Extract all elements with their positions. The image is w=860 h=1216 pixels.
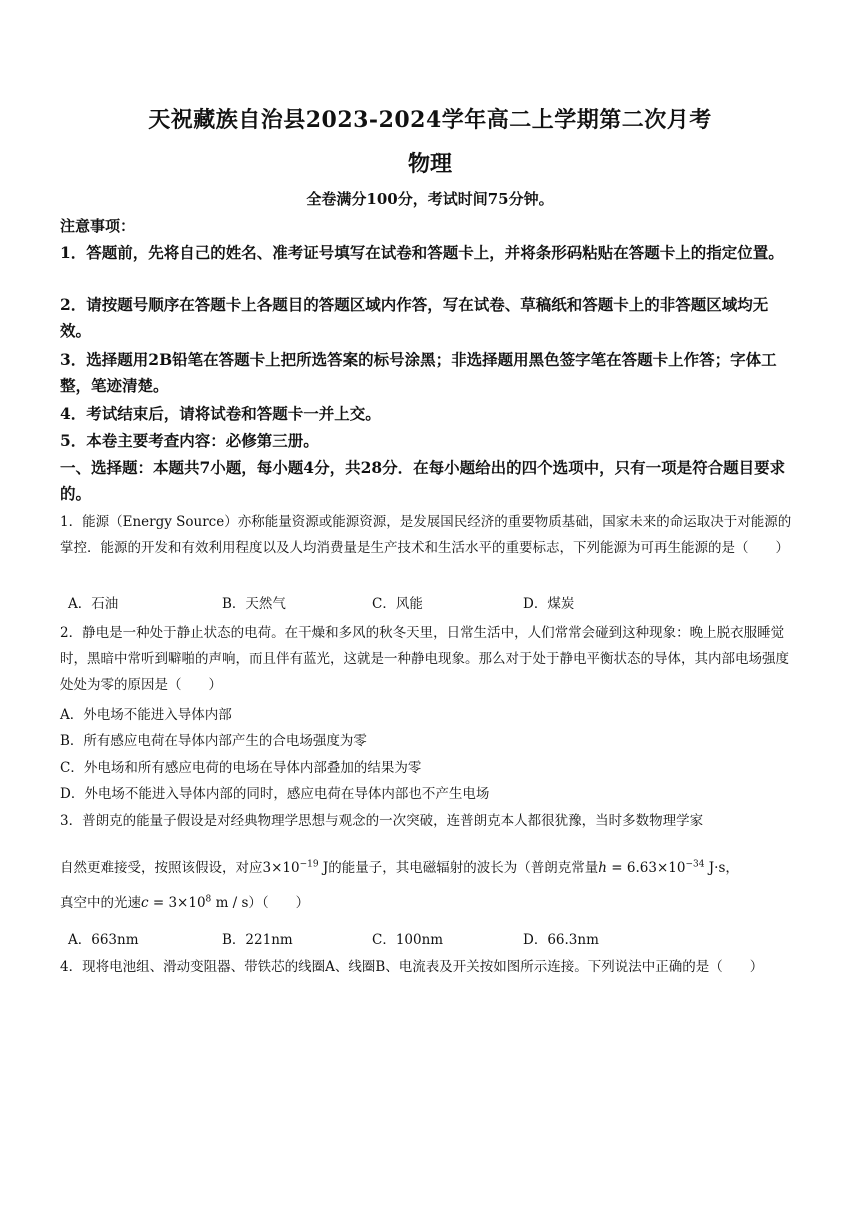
question-2-option-d: D．外电场不能进入导体内部的同时，感应电荷在导体内部也不产生电场 <box>60 786 490 802</box>
option-b: B．221nm <box>222 932 293 948</box>
option-c: C．风能 <box>372 596 423 612</box>
notice-item-3: 3．选择题用2B铅笔在答题卡上把所选答案的标号涂黑；非选择题用黑色签字笔在答题卡上作答；字体工整，笔迹清楚。 <box>60 350 777 395</box>
notice-heading: 注意事项： <box>60 217 136 235</box>
planck-constant: $h = 6.63\times 10^{-34}$ J·s， <box>598 859 739 876</box>
notice-item-4: 4．考试结束后，请将试卷和答题卡一并上交。 <box>60 404 381 423</box>
option-b: B．天然气 <box>222 596 286 612</box>
option-c: C．100nm <box>372 932 444 948</box>
question-4-stem: 4．现将电池组、滑动变阻器、带铁芯的线圈A、线圈B、电流表及开关按如图所示连接。下列说法中正确的是（ ） <box>60 959 764 975</box>
option-d: D．煤炭 <box>523 596 575 612</box>
question-2-option-c: C．外电场和所有感应电荷的电场在导体内部叠加的结果为零 <box>60 760 422 776</box>
section-heading: 一、选择题：本题共7小题，每小题4分，共28分．在每小题给出的四个选项中，只有一项是符合题目要求的。 <box>60 458 786 503</box>
notice-item-5: 5．本卷主要考查内容：必修第三册。 <box>60 431 319 450</box>
question-3-line-3: 真空中的光速$c = 3\times 10^8$ m / s）（ ） <box>60 894 310 911</box>
subject-title: 物理 <box>407 151 452 177</box>
question-3-options <box>60 928 795 950</box>
notice-item-1: 1．答题前，先将自己的姓名、准考证号填写在试卷和答题卡上，并将条形码粘贴在答题卡上的指定位置。 <box>60 243 784 262</box>
question-3-line-1: 3．普朗克的能量子假设是对经典物理学思想与观念的一次突破，连普朗克本人都很犹豫，当时多数物理学家 <box>60 813 704 829</box>
notice-item-2: 2．请按题号顺序在答题卡上各题目的答题区域内作答，写在试卷、草稿纸和答题卡上的非答题区域均无效。 <box>60 295 769 340</box>
exam-meta: 全卷满分100分，考试时间75分钟。 <box>306 190 554 208</box>
energy-value: $3\times 10^{-19}$ J <box>262 859 329 876</box>
question-1-stem: 1．能源（Energy Source）亦称能量资源或能源资源，是发展国民经济的重要物质基础，国家未来的命运取决于对能源的掌控．能源的开发和有效利用程度以及人均消费量是生产技术和生活水平的重要标志，下列能源为可再生能源的是（ ） <box>60 514 792 556</box>
option-a: A．663nm <box>68 932 139 948</box>
option-a: A．石油 <box>68 596 119 612</box>
question-3-line-2: 自然更难接受，按照该假设，对应$3\times 10^{-19}$ J的能量子，其电磁辐射的波长为（普朗克常量$h = 6.63\times 10^{-34}$ J·s， <box>60 859 739 876</box>
option-d: D．66.3nm <box>523 932 599 948</box>
light-speed: $c = 3\times 10^8$ m / s）（ ） <box>141 894 310 911</box>
question-2-stem: 2．静电是一种处于静止状态的电荷。在干燥和多风的秋冬天里，日常生活中，人们常常会碰到这种现象：晚上脱衣服睡觉时，黑暗中常听到噼啪的声响，而且伴有蓝光，这就是一种静电现象。那么对于处于静电平衡状态的导体，其内部电场强度处处为零的原因是（ ） <box>60 625 789 693</box>
question-1-options <box>60 592 795 614</box>
exam-title: 天祝藏族自治县2023-2024学年高二上学期第二次月考 <box>148 107 712 133</box>
question-2-option-b: B．所有感应电荷在导体内部产生的合电场强度为零 <box>60 733 367 749</box>
question-2-option-a: A．外电场不能进入导体内部 <box>60 707 232 723</box>
